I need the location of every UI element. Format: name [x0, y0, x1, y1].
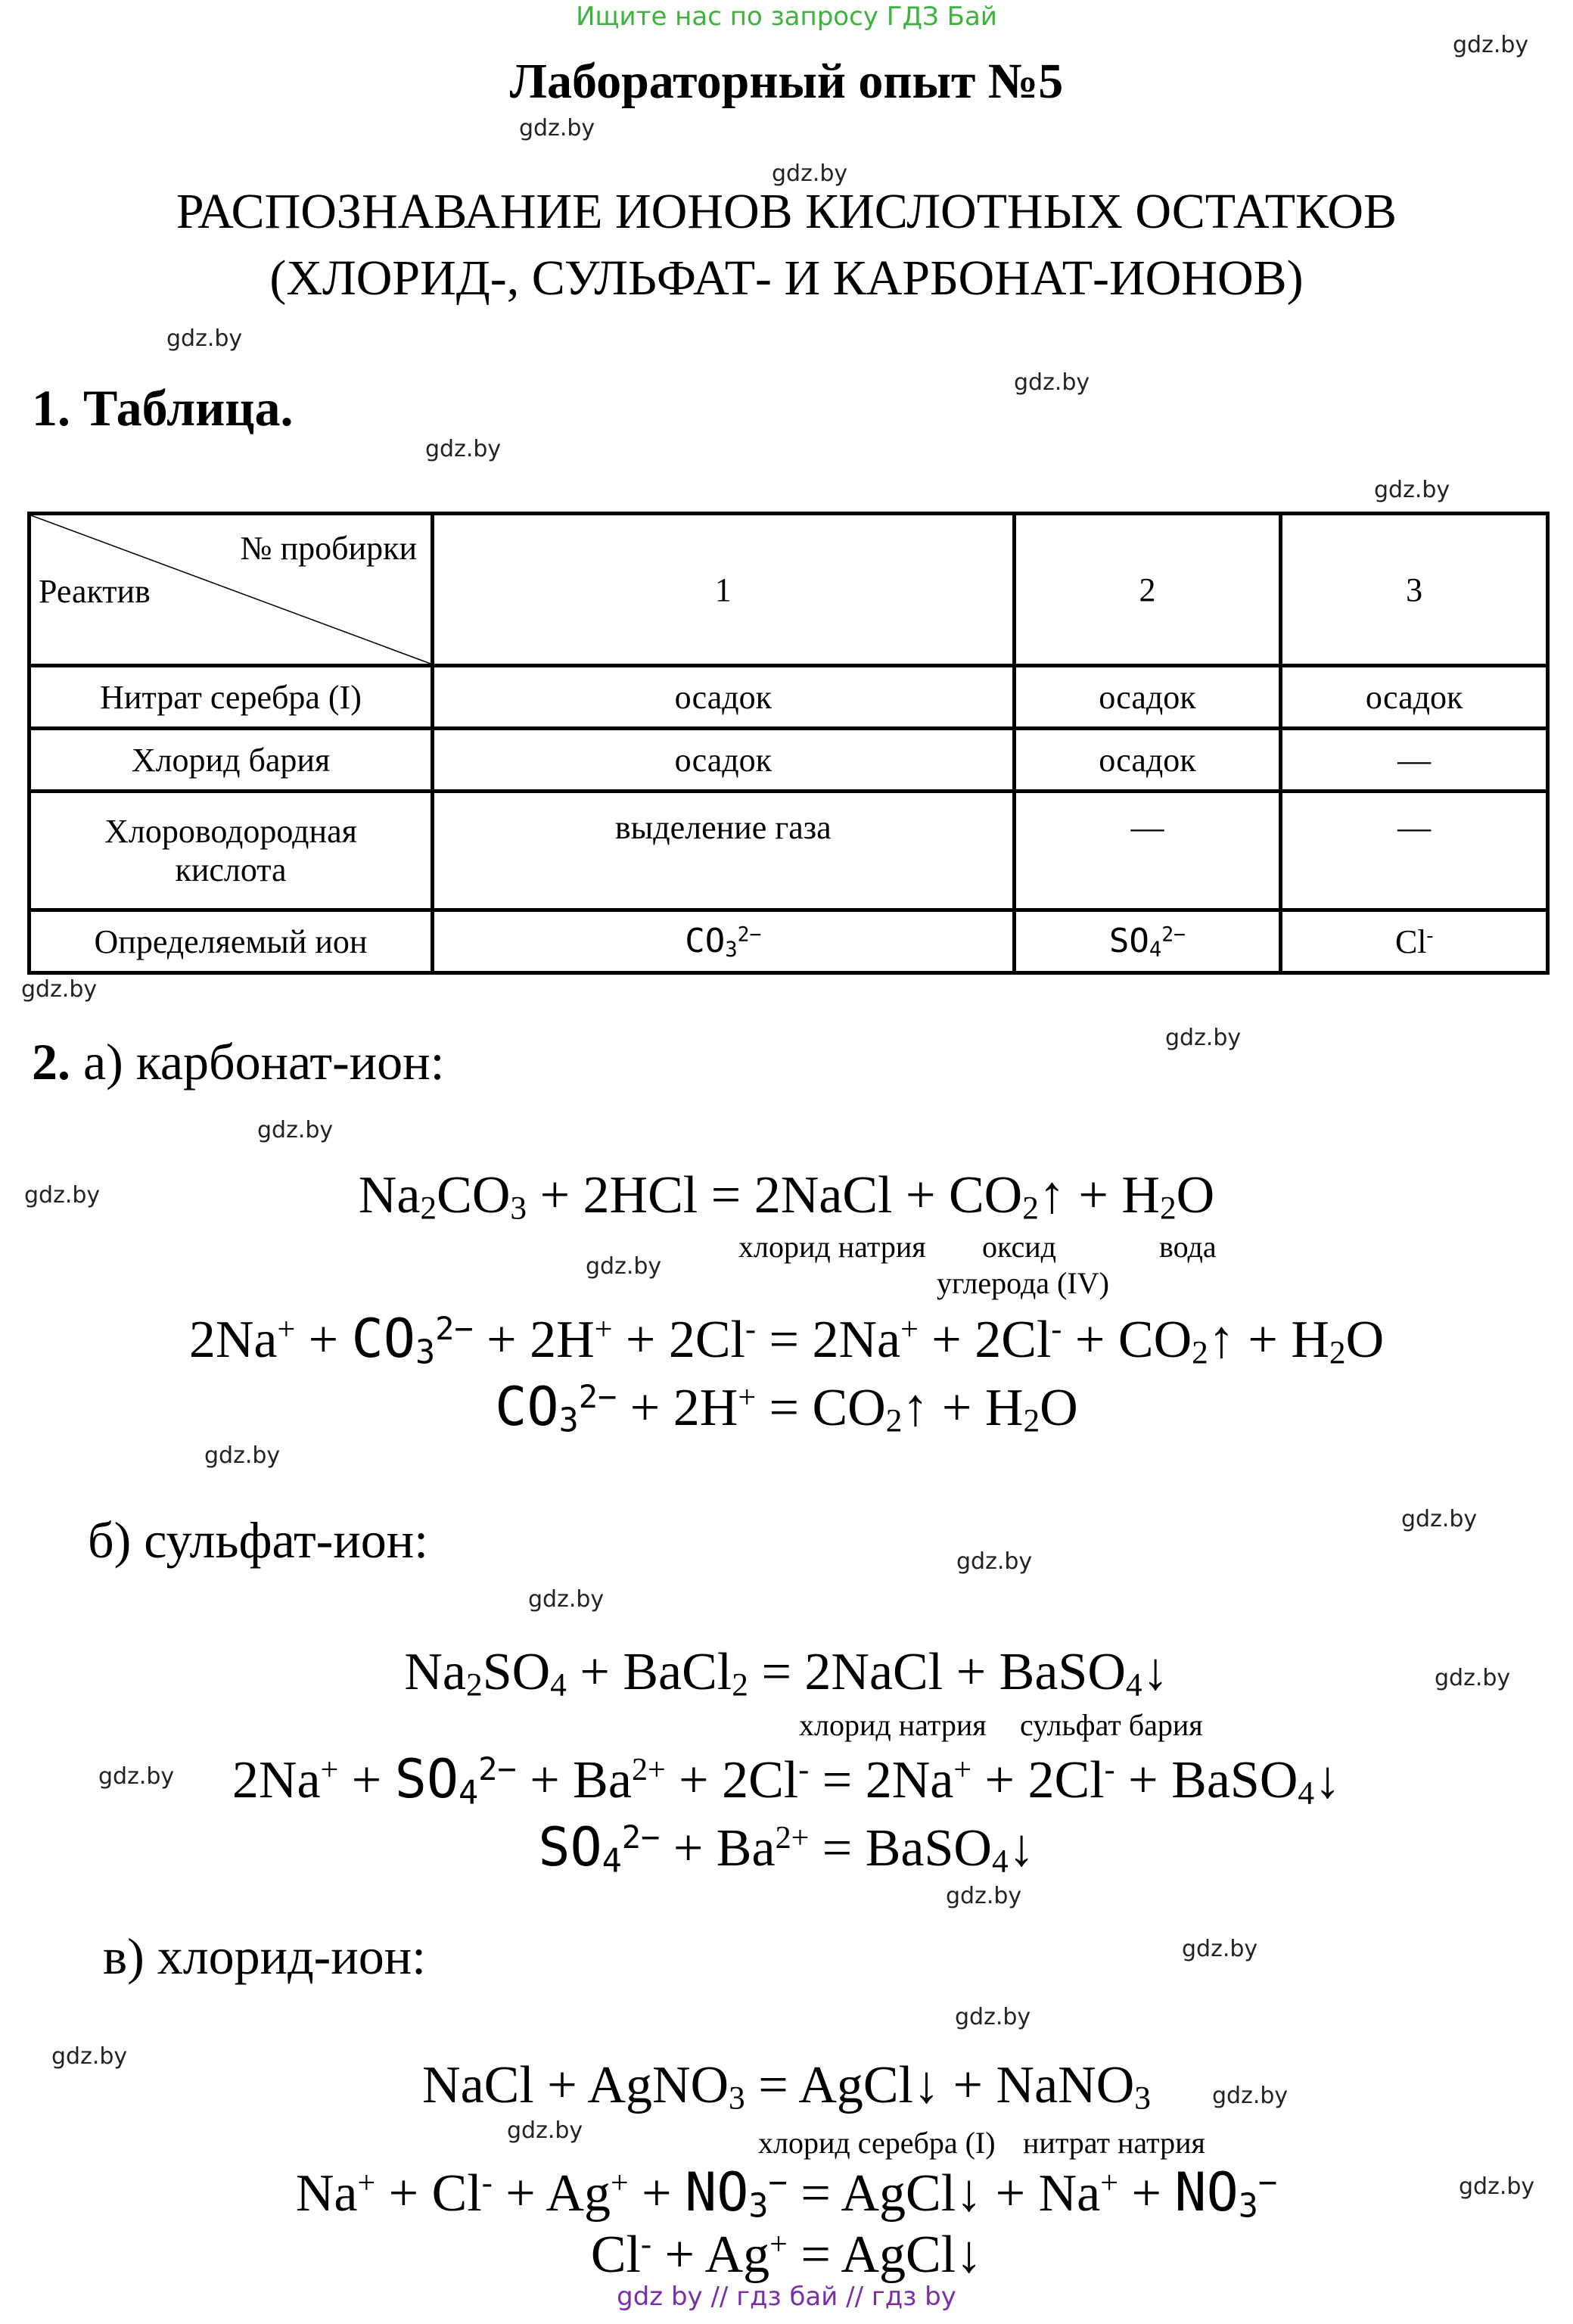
- top-banner[interactable]: Ищите нас по запросу ГДЗ Бай: [576, 2, 997, 32]
- tube-header: 3: [1281, 514, 1548, 666]
- table-row: [30, 910, 1548, 973]
- equation-full-ionic: $2Na^+ + SO_4^{2-} + Ba^{2+} + 2Cl^- = 2Na^+ + 2Cl^-$ + BaSO$_4$↓: [232, 1748, 1341, 1812]
- table-row: [30, 792, 1548, 910]
- equation-short-ionic: $CO_3^{2-} + 2H^+$ = $CO_2↑ + H_2O$: [495, 1376, 1078, 1440]
- ion-cell: Cl-: [1281, 910, 1548, 973]
- tube-header: 2: [1014, 514, 1281, 666]
- result-cell: выделение газа: [433, 792, 1015, 910]
- section-text: Таблица.: [83, 379, 294, 437]
- watermark: gdz.by: [1182, 1936, 1258, 1962]
- section-2-heading: [32, 1032, 444, 1092]
- watermark: gdz.by: [519, 115, 595, 142]
- table-header-row: [30, 514, 1548, 666]
- watermark: gdz.by: [1374, 477, 1450, 503]
- watermark: gdz.by: [1212, 2083, 1289, 2109]
- section-text: а) карбонат-ион:: [83, 1033, 445, 1090]
- corner-tube-label: № пробирки: [240, 530, 417, 567]
- bottom-banner[interactable]: gdz by // гдз бай // гдз by: [617, 2282, 956, 2312]
- result-cell: осадок: [1281, 666, 1548, 729]
- reagent-cell: Нитрат серебра (I): [30, 666, 433, 729]
- result-cell: осадок: [433, 729, 1015, 792]
- result-cell: осадок: [433, 666, 1015, 729]
- equation-molecular: NaCl + AgNO$_3$ = AgCl↓ + NaNO$_3$: [422, 2056, 1151, 2117]
- watermark: gdz.by: [98, 1763, 175, 1790]
- substance-label: углерода (IV): [937, 1266, 1109, 1300]
- watermark: gdz.by: [528, 1586, 605, 1613]
- watermark: gdz.by: [1014, 369, 1090, 396]
- watermark: gdz.by: [51, 2043, 128, 2070]
- watermark: gdz.by: [946, 1883, 1022, 1909]
- sulfate-heading: б) сульфат-ион:: [88, 1511, 429, 1569]
- watermark: gdz.by: [955, 2004, 1031, 2030]
- chloride-heading: в) хлорид-ион:: [103, 1927, 426, 1985]
- result-cell: осадок: [1014, 729, 1281, 792]
- reagent-cell: Определяемый ион: [30, 910, 433, 973]
- substance-label: нитрат натрия: [1023, 2126, 1205, 2160]
- equation-short-ionic: Cl- + Ag+ = AgCl↓: [590, 2226, 983, 2284]
- substance-label: хлорид натрия: [738, 1230, 926, 1264]
- watermark: gdz.by: [1459, 2173, 1535, 2200]
- watermark: gdz.by: [166, 325, 243, 352]
- substance-label: оксид: [982, 1230, 1056, 1264]
- watermark: gdz.by: [21, 976, 98, 1003]
- watermark: gdz.by: [772, 160, 848, 187]
- corner-reagent-label: Реактив: [39, 573, 151, 610]
- result-cell: —: [1281, 792, 1548, 910]
- ion-cell: $SO_4^{2-}$: [1014, 910, 1281, 973]
- equation-molecular: $Na_2CO_3 + 2HCl$ = 2NaCl + $CO_2↑ + H_2O$: [358, 1166, 1215, 1227]
- watermark: gdz.by: [257, 1117, 334, 1143]
- watermark: gdz.by: [204, 1442, 281, 1469]
- reagent-cell: Хлорид бария: [30, 729, 433, 792]
- substance-label: хлорид серебра (I): [758, 2126, 996, 2160]
- watermark: gdz.by: [507, 2117, 583, 2144]
- watermark: gdz.by: [425, 436, 502, 462]
- tube-header: 1: [433, 514, 1015, 666]
- watermark: gdz.by: [1435, 1665, 1511, 1691]
- watermark: gdz.by: [1401, 1506, 1478, 1532]
- page-title: Лабораторный опыт №5: [509, 54, 1064, 109]
- reagent-line: кислота: [175, 851, 287, 888]
- reagent-line: Хлороводородная: [104, 813, 357, 850]
- watermark: gdz.by: [586, 1253, 662, 1280]
- table-row: [30, 729, 1548, 792]
- result-cell: —: [1281, 729, 1548, 792]
- substance-label: вода: [1159, 1230, 1217, 1264]
- equation-full-ionic: $Na^+ + Cl^- + Ag^+ + NO_3^-$ = AgCl↓ + $Na^+ + NO_3^-$: [295, 2161, 1278, 2226]
- results-table: [27, 512, 1550, 975]
- watermark: gdz.by: [956, 1548, 1033, 1575]
- reagent-cell: [30, 792, 433, 910]
- watermark: gdz.by: [1453, 32, 1529, 58]
- substance-label: сульфат бария: [1020, 1708, 1203, 1742]
- section-1-heading: [32, 378, 293, 438]
- watermark: gdz.by: [1165, 1025, 1242, 1051]
- result-cell: —: [1014, 792, 1281, 910]
- section-number: 1.: [32, 379, 70, 437]
- subtitle-line-2: (ХЛОРИД-, СУЛЬФАТ- И КАРБОНАТ-ИОНОВ): [269, 250, 1304, 306]
- equation-molecular: $Na_2SO_4$ + BaCl$_2$ = 2NaCl + BaSO$_4$↓: [404, 1643, 1169, 1703]
- equation-short-ionic: $SO_4^{2-} + Ba^{2+}$ = BaSO$_4$↓: [538, 1816, 1035, 1881]
- section-number: 2.: [32, 1033, 70, 1090]
- result-cell: осадок: [1014, 666, 1281, 729]
- equation-full-ionic: $2Na^+ + CO_3^{2-} + 2H^+ + 2Cl^- = 2Na^+ + 2Cl^-$ + $CO_2↑ + H_2O$: [188, 1308, 1385, 1372]
- table-row: [30, 666, 1548, 729]
- substance-label: хлорид натрия: [799, 1708, 987, 1742]
- corner-cell: [30, 514, 433, 666]
- subtitle-line-1: РАСПОЗНАВАНИЕ ИОНОВ КИСЛОТНЫХ ОСТАТКОВ: [176, 184, 1397, 239]
- ion-cell: $CO_3^{2-}$: [433, 910, 1015, 973]
- watermark: gdz.by: [24, 1182, 101, 1209]
